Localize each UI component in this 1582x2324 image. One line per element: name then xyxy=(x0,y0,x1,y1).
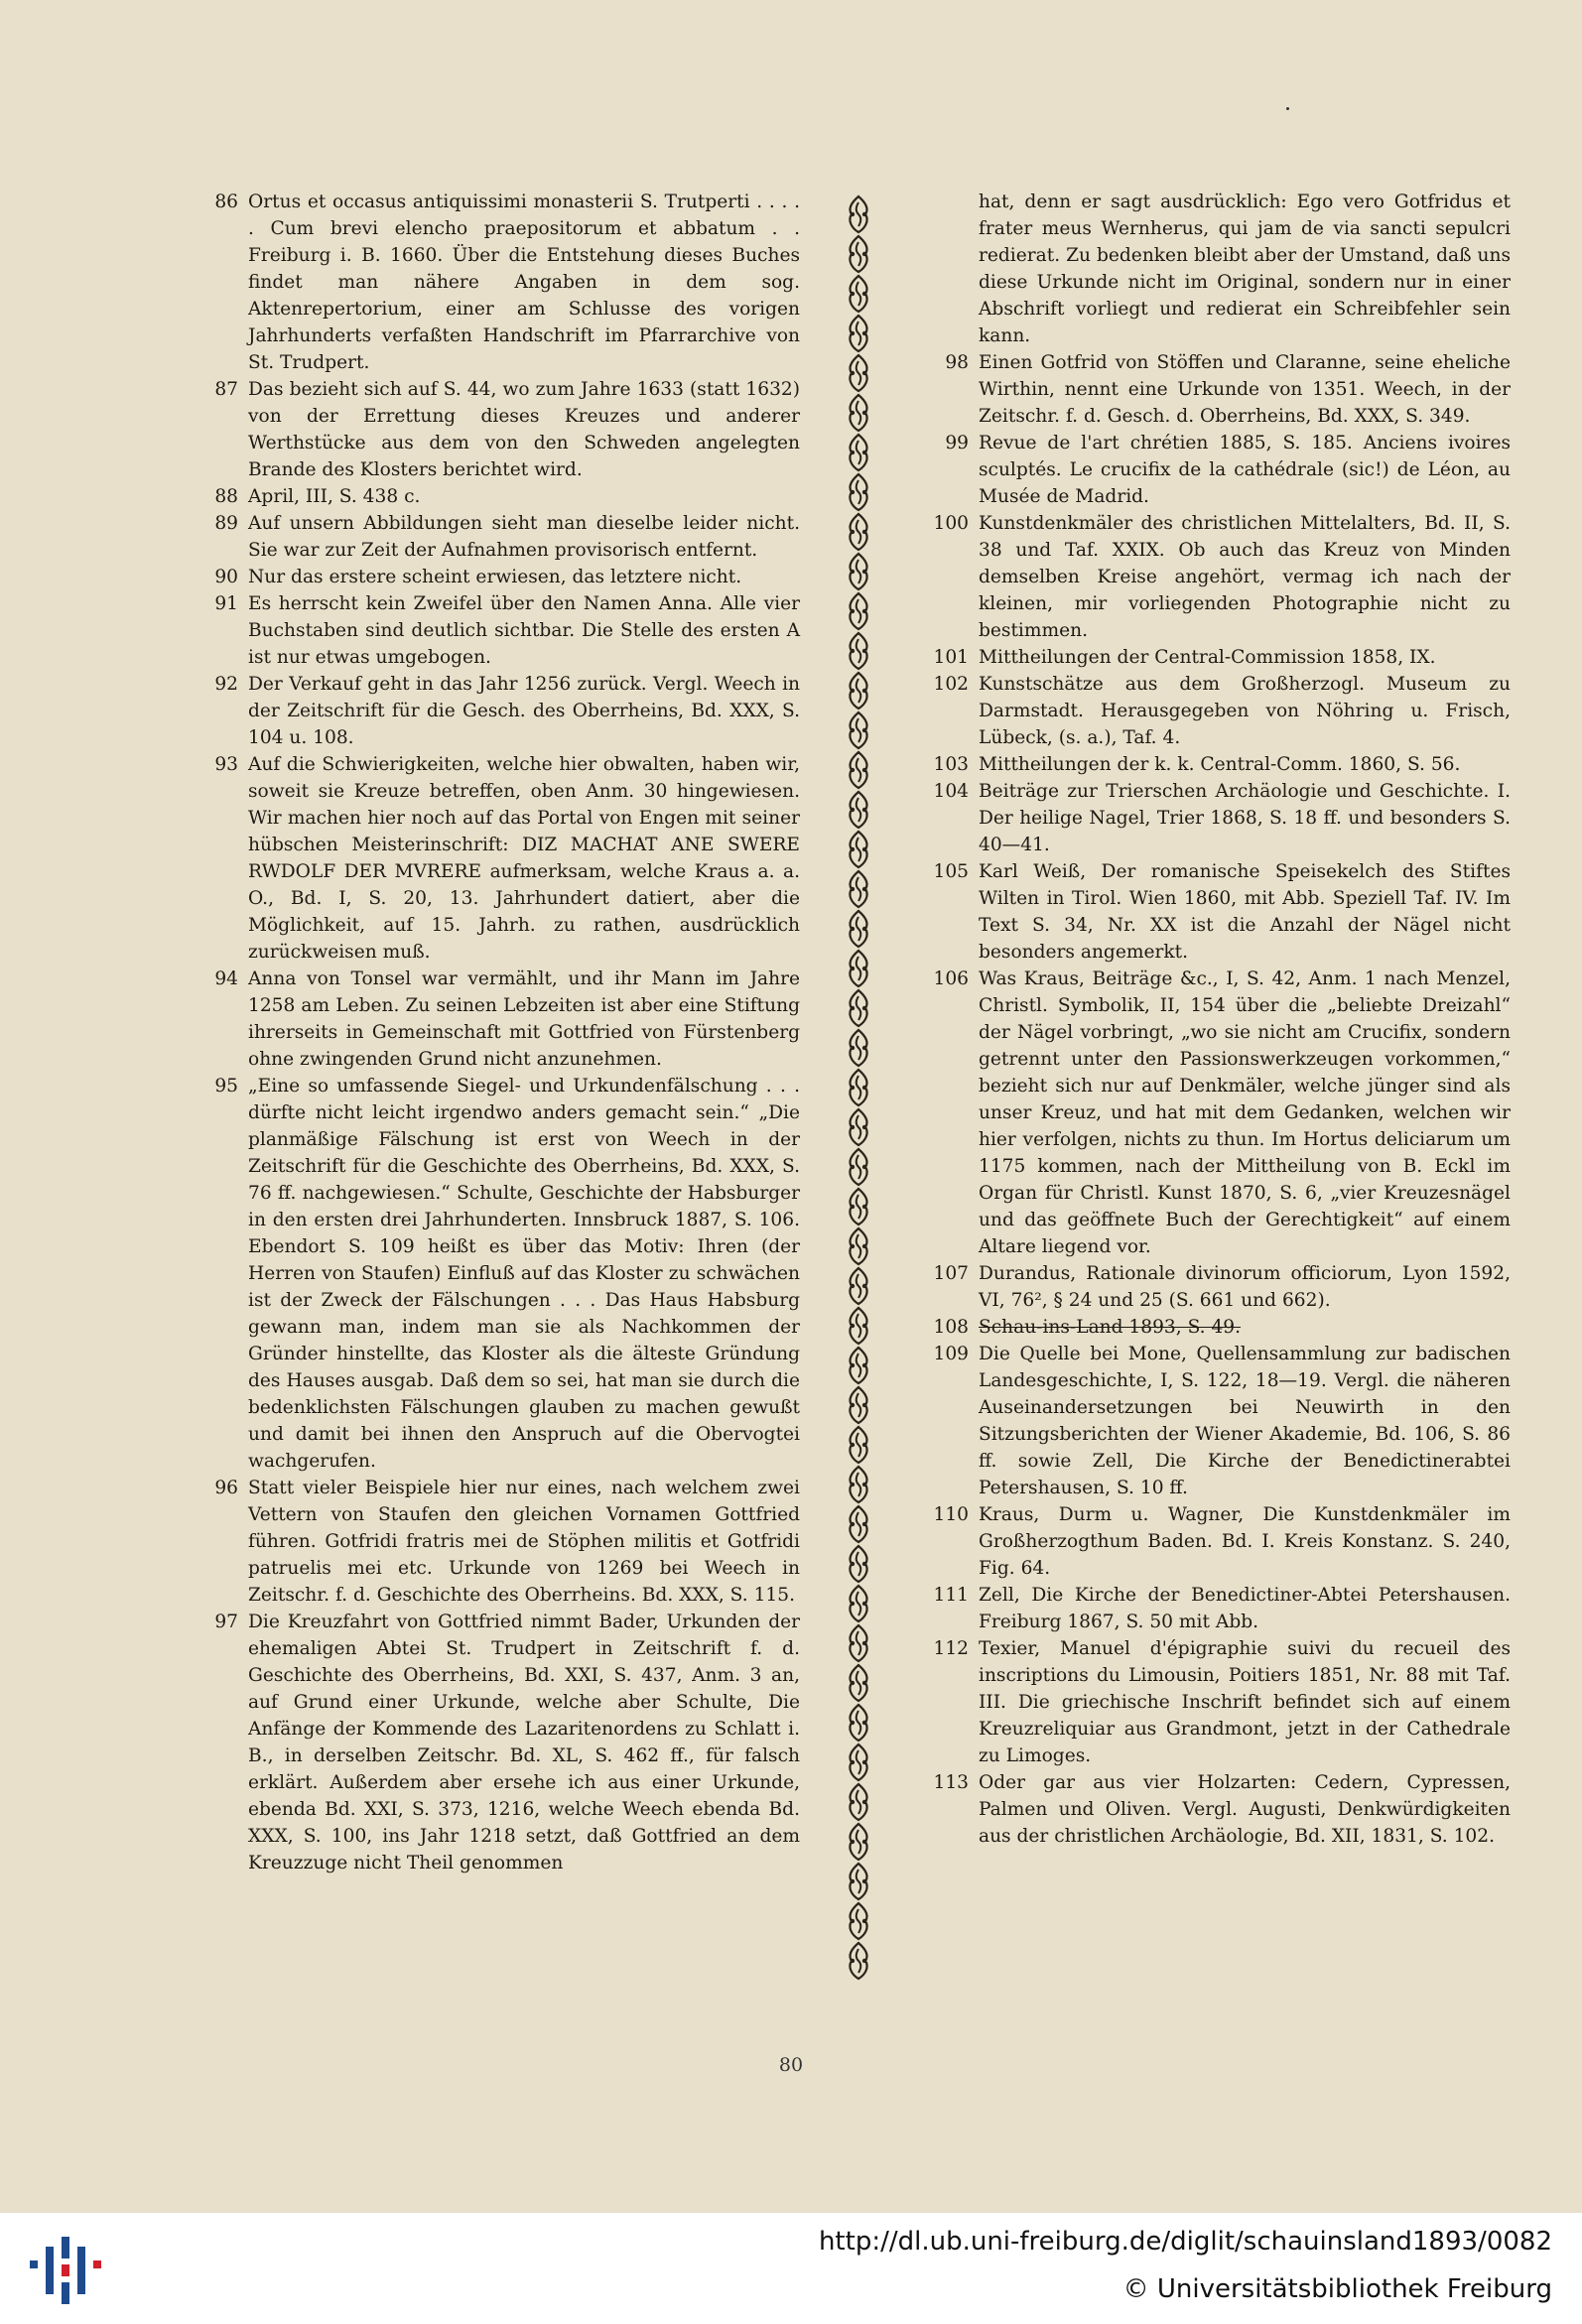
footnote-entry xyxy=(198,671,800,751)
footnote-number: 103 xyxy=(933,754,969,775)
footnote-text: Ortus et occasus antiquissimi monasterii S. Trutperti . . . . . Cum brevi elencho praepositorum et abbatum . . Freiburg i. B. 1660. Über die Entstehung dieses Buches findet man nähere Angaben in dem sog. Aktenrepertorium, einer am Schlusse des vorigen Jahrhunderts verfaßten Handschrift im Pfarrarchive von St. Trudpert. xyxy=(248,192,800,373)
ornament-motif-icon xyxy=(842,1782,875,1822)
footnote-text: „Eine so umfassende Siegel- und Urkundenfälschung . . . dürfte nicht leicht irgendwo anders gemacht sein.“ „Die planmäßige Fälschung ist erst von Weech in der Zeitschrift für die Geschichte des Oberrheins, Bd. XXX, S. 76 ff. nachgewiesen.“ Schulte, Geschichte der Habsburger in den ersten drei Jahrhunderten. Innsbruck 1887, S. 106. Ebendort S. 109 heißt es über das Motiv: Ihren (der Herren von Staufen) Einfluß auf das Kloster zu schwächen ist der Zweck der Fälschungen . . . Das Haus Habsburg gewann man, indem man sie als Nachkommen der Gründer hinstellte, das Kloster als die älteste Gründung des Hauses ausgab. Daß dem so sei, hat man sie durch die bedenklichsten Fälschungen glauben zu machen gewußt und damit bei ihnen den Anspruch auf die Obervogtei wachgerufen. xyxy=(248,1076,800,1472)
footnote-text: Beiträge zur Trierschen Archäologie und Geschichte. I. Der heilige Nagel, Trier 1868, S. 18 ff. und besonders S. 40—41. xyxy=(979,781,1511,855)
ornament-motif-icon xyxy=(842,1306,875,1346)
footnote-number: 99 xyxy=(945,433,969,453)
footnote-entry xyxy=(923,430,1511,510)
ornament-motif-icon xyxy=(842,234,875,274)
footnote-text: hat, denn er sagt ausdrücklich: Ego vero Gotfridus et frater meus Wernherus, qui jam de via sancti sepulcri redierat. Zu bedenken bleibt aber der Umstand, daß uns diese Urkunde nicht im Original, sondern nur in einer Abschrift vorliegt und redierat ein Schreibfehler sein kann. xyxy=(979,192,1511,346)
footnote-number: 92 xyxy=(214,674,238,695)
ornament-motif-icon xyxy=(842,1544,875,1584)
ornament-motif-icon xyxy=(842,1266,875,1306)
footnote-number: 86 xyxy=(214,192,238,212)
footnote-text: Die Kreuzfahrt von Gottfried nimmt Bader, Urkunden der ehemaligen Abtei St. Trudpert in Zeitschrift f. d. Geschichte des Oberrheins, Bd. XXI, S. 437, Anm. 3 an, auf Grund einer Urkunde, welche aber Schulte, Die Anfänge der Kommende des Lazaritenordens zu Schlatt i. B., in derselben Zeitschr. Bd. XL, S. 462 ff., für falsch erklärt. Außerdem aber ersehe ich aus einer Urkunde, ebenda Bd. XXI, S. 373, 1216, welche Weech ebenda Bd. XXX, S. 100, ins Jahr 1218 setzt, daß Gottfried an dem Kreuzzuge nicht Theil genommen xyxy=(248,1612,800,1873)
ornament-motif-icon xyxy=(842,1623,875,1663)
footnote-number: 101 xyxy=(933,647,969,668)
footnote-entry xyxy=(923,1341,1511,1501)
ornament-motif-icon xyxy=(842,1822,875,1862)
footnote-number: 105 xyxy=(933,861,969,882)
ornament-motif-icon xyxy=(842,909,875,949)
footnote-text: Kraus, Durm u. Wagner, Die Kunstdenkmäler im Großherzogthum Baden. Bd. I. Kreis Konstanz. S. 240, Fig. 64. xyxy=(979,1504,1511,1579)
footnote-entry xyxy=(923,671,1511,751)
footnote-text: Revue de l'art chrétien 1885, S. 185. Anciens ivoires sculptés. Le crucifix de la cathédrale (sic!) de Léon, au Musée de Madrid. xyxy=(979,433,1511,507)
footnote-number: 96 xyxy=(214,1478,238,1498)
footnote-text: Einen Gotfrid von Stöffen und Claranne, seine eheliche Wirthin, nennt eine Urkunde von 1351. Weech, in der Zeitschr. f. d. Gesch. d. Oberrheins, Bd. XXX, S. 349. xyxy=(979,352,1511,427)
footnote-entry xyxy=(923,751,1511,778)
footnote-number: 106 xyxy=(933,968,969,989)
ornament-motif-icon xyxy=(842,1227,875,1266)
ornament-motif-icon xyxy=(842,1584,875,1623)
ornament-motif-icon xyxy=(842,1346,875,1385)
footnote-entry xyxy=(198,189,800,376)
footnote-entry xyxy=(923,1582,1511,1635)
footnote-text: Anna von Tonsel war vermählt, und ihr Mann im Jahre 1258 am Leben. Zu seinen Lebzeiten ist aber eine Stiftung ihrerseits in Gemeinschaft mit Gottfried von Fürstenberg ohne zwingenden Grund nicht anzunehmen. xyxy=(248,968,800,1070)
footnote-entry xyxy=(198,966,800,1073)
ornament-motif-icon xyxy=(842,1425,875,1465)
footnote-text: Kunstschätze aus dem Großherzogl. Museum zu Darmstadt. Herausgegeben von Nöhring u. Frisch, Lübeck, (s. a.), Taf. 4. xyxy=(979,674,1511,748)
footnote-text: Nur das erstere scheint erwiesen, das letztere nicht. xyxy=(248,567,742,587)
ornament-motif-icon xyxy=(842,433,875,472)
footnote-entry xyxy=(923,1769,1511,1850)
footnote-text: Es herrscht kein Zweifel über den Namen Anna. Alle vier Buchstaben sind deutlich sichtbar. Die Stelle des ersten A ist nur etwas umgebogen. xyxy=(248,593,800,668)
ornament-motif-icon xyxy=(842,472,875,512)
footnote-entry xyxy=(923,349,1511,430)
footnote-text: Zell, Die Kirche der Benedictiner-Abtei Petershausen. Freiburg 1867, S. 50 mit Abb. xyxy=(979,1585,1511,1632)
footnote-number: 104 xyxy=(933,781,969,802)
ornament-motif-icon xyxy=(842,194,875,234)
footnote-entry xyxy=(198,590,800,671)
ornament-motif-icon xyxy=(842,710,875,750)
ornament-motif-icon xyxy=(842,274,875,314)
ornament-motif-icon xyxy=(842,1862,875,1901)
footnote-entry xyxy=(198,1073,800,1475)
footnote-text: Kunstdenkmäler des christlichen Mittelalters, Bd. II, S. 38 und Taf. XXIX. Ob auch das Kreuz von Minden demselben Kreise angehört, vermag ich nach der kleinen, mir vorliegenden Photographie nicht zu bestimmen. xyxy=(979,513,1511,641)
footnote-entry xyxy=(198,510,800,564)
ornament-motif-icon xyxy=(842,790,875,830)
ornament-motif-icon xyxy=(842,552,875,591)
ub-freiburg-logo-icon xyxy=(24,2231,103,2310)
footnote-entry xyxy=(198,1609,800,1876)
ornament-motif-icon xyxy=(842,1147,875,1187)
permalink-url[interactable]: http://dl.ub.uni-freiburg.de/diglit/schauinsland1893/0082 xyxy=(818,2227,1552,2257)
footnote-entry xyxy=(923,778,1511,858)
ornament-motif-icon xyxy=(842,1703,875,1743)
footnote-entry xyxy=(923,1314,1511,1341)
footnote-number: 94 xyxy=(214,968,238,989)
ornament-motif-icon xyxy=(842,393,875,433)
footnote-number: 98 xyxy=(945,352,969,373)
footnotes-left-column xyxy=(198,189,800,1876)
ornament-motif-icon xyxy=(842,1385,875,1425)
footnote-entry xyxy=(198,376,800,483)
footnote-entry xyxy=(923,189,1511,349)
footnote-text: Oder gar aus vier Holzarten: Cedern, Cypressen, Palmen und Oliven. Vergl. Augusti, Denkwürdigkeiten aus der christlichen Archäologie, Bd. XII, 1831, S. 102. xyxy=(979,1772,1511,1847)
ornament-motif-icon xyxy=(842,1901,875,1941)
ornamental-column-divider xyxy=(840,194,877,1981)
footnote-entry xyxy=(923,1260,1511,1314)
ornament-motif-icon xyxy=(842,631,875,671)
ornament-motif-icon xyxy=(842,1504,875,1544)
footnote-number: 95 xyxy=(214,1076,238,1097)
footnote-entry xyxy=(923,644,1511,671)
ornament-motif-icon xyxy=(842,1743,875,1782)
footnote-number: 111 xyxy=(933,1585,969,1606)
ornament-motif-icon xyxy=(842,750,875,790)
footnote-text: Auf unsern Abbildungen sieht man dieselbe leider nicht. Sie war zur Zeit der Aufnahmen provisorisch entfernt. xyxy=(248,513,800,561)
ornament-motif-icon xyxy=(842,591,875,631)
footnote-number: 89 xyxy=(214,513,238,534)
footnote-number: 93 xyxy=(214,754,238,775)
footnote-entry xyxy=(923,1501,1511,1582)
footnote-number: 113 xyxy=(933,1772,969,1793)
footnote-number: 87 xyxy=(214,379,238,400)
footnote-text: Mittheilungen der k. k. Central-Comm. 1860, S. 56. xyxy=(979,754,1461,775)
footnote-number: 110 xyxy=(933,1504,969,1525)
footnote-text: Auf die Schwierigkeiten, welche hier obwalten, haben wir, soweit sie Kreuze betreffen, oben Anm. 30 hingewiesen. Wir machen hier noch auf das Portal von Engen mit seiner hübschen Meisterinschrift: DIZ MACHAT ANE SWERE RWDOLF DER MVRERE aufmerksam, welche Kraus a. a. O., Bd. I, S. 20, 13. Jahrhundert datiert, aber die Möglichkeit, auf 15. Jahrh. zu rathen, ausdrücklich zurückweisen muß. xyxy=(248,754,800,963)
footnote-entry xyxy=(198,483,800,510)
footnote-number: 109 xyxy=(933,1344,969,1364)
ornament-motif-icon xyxy=(842,1941,875,1981)
ornament-motif-icon xyxy=(842,353,875,393)
footnote-text: Karl Weiß, Der romanische Speisekelch des Stiftes Wilten in Tirol. Wien 1860, mit Abb. Speziell Taf. IV. Im Text S. 34, Nr. XX ist die Anzahl der Nägel nicht besonders angemerkt. xyxy=(979,861,1511,963)
ornament-motif-icon xyxy=(842,830,875,869)
footnote-entry xyxy=(198,1475,800,1609)
ornament-motif-icon xyxy=(842,671,875,710)
ornament-motif-icon xyxy=(842,1465,875,1504)
copyright-notice: © Universitätsbibliothek Freiburg xyxy=(1122,2274,1552,2304)
footnote-text: April, III, S. 438 c. xyxy=(248,486,421,507)
footnote-number: 91 xyxy=(214,593,238,614)
footnote-text: Schau-ins-Land 1893, S. 49. xyxy=(979,1317,1242,1338)
footnote-entry xyxy=(923,966,1511,1260)
footnote-number: 102 xyxy=(933,674,969,695)
ornament-motif-icon xyxy=(842,988,875,1028)
ornament-motif-icon xyxy=(842,1028,875,1068)
page-number: 80 xyxy=(778,2054,804,2076)
ornament-motif-icon xyxy=(842,512,875,552)
footnote-number: 100 xyxy=(933,513,969,534)
ornament-motif-icon xyxy=(842,1663,875,1703)
footnote-text: Mittheilungen der Central-Commission 1858, IX. xyxy=(979,647,1436,668)
footnote-text: Was Kraus, Beiträge &c., I, S. 42, Anm. 1 nach Menzel, Christl. Symbolik, II, 154 über die „beliebte Dreizahl“ der Nägel vorbringt, „wo sie nicht am Crucifix, sondern getrennt unter den Passionswerkzeugen vorkommen,“ bezieht sich nur auf Denkmäler, welche jünger sind als unser Kreuz, und hat mit dem Gedanken, welchen wir hier verfolgen, nichts zu thun. Im Hortus deliciarum um 1175 kommen, nach der Mittheilung von B. Eckl im Organ für Christl. Kunst 1870, S. 6, „vier Kreuzesnägel und das geöffnete Buch der Gerechtigkeit“ auf einem Altare liegend vor. xyxy=(979,968,1511,1257)
ornament-motif-icon xyxy=(842,869,875,909)
footnote-number: 88 xyxy=(214,486,238,507)
footnote-number: 107 xyxy=(933,1263,969,1284)
footnote-text: Durandus, Rationale divinorum officiorum, Lyon 1592, VI, 76², § 24 und 25 (S. 661 und 662). xyxy=(979,1263,1511,1311)
footnotes-right-column xyxy=(923,189,1511,1850)
footnote-text: Texier, Manuel d'épigraphie suivi du recueil des inscriptions du Limousin, Poitiers 1851, Nr. 88 mit Taf. III. Die griechische Inschrift befindet sich auf einem Kreuzreliquiar aus Grandmont, jetzt in der Cathedrale zu Limoges. xyxy=(979,1638,1511,1766)
ornament-motif-icon xyxy=(842,1187,875,1227)
footnote-number: 90 xyxy=(214,567,238,587)
ornament-motif-icon xyxy=(842,949,875,988)
footnote-number: 108 xyxy=(933,1317,969,1338)
footnote-entry xyxy=(923,510,1511,644)
footnote-entry xyxy=(923,858,1511,966)
ornament-motif-icon xyxy=(842,1107,875,1147)
footnote-text: Der Verkauf geht in das Jahr 1256 zurück. Vergl. Weech in der Zeitschrift für die Gesch. des Oberrheins, Bd. XXX, S. 104 u. 108. xyxy=(248,674,800,748)
footnote-entry xyxy=(198,564,800,590)
footnote-number: 112 xyxy=(933,1638,969,1659)
ornament-motif-icon xyxy=(842,314,875,353)
footnote-text: Statt vieler Beispiele hier nur eines, nach welchem zwei Vettern von Staufen den gleichen Vornamen Gottfried führen. Gotfridi fratris mei de Stöphen militis et Gotfridi patruelis mei etc. Urkunde von 1269 bei Weech in Zeitschr. f. d. Geschichte des Oberrheins. Bd. XXX, S. 115. xyxy=(248,1478,800,1606)
footnote-number: 97 xyxy=(214,1612,238,1632)
footnote-text: Das bezieht sich auf S. 44, wo zum Jahre 1633 (statt 1632) von der Errettung dieses Kreuzes und anderer Werthstücke aus dem von den Schweden angelegten Brande des Klosters berichtet wird. xyxy=(248,379,800,480)
speck-mark xyxy=(1286,107,1289,110)
footnote-text: Die Quelle bei Mone, Quellensammlung zur badischen Landesgeschichte, I, S. 122, 18—19. Vergl. die näheren Auseinandersetzungen bei Neuwirth in den Sitzungsberichten der Wiener Akademie, Bd. 106, S. 86 ff. sowie Zell, Die Kirche der Benedictinerabtei Petershausen, S. 10 ff. xyxy=(979,1344,1511,1498)
footnote-entry xyxy=(198,751,800,966)
ornament-motif-icon xyxy=(842,1068,875,1107)
footnote-entry xyxy=(923,1635,1511,1769)
